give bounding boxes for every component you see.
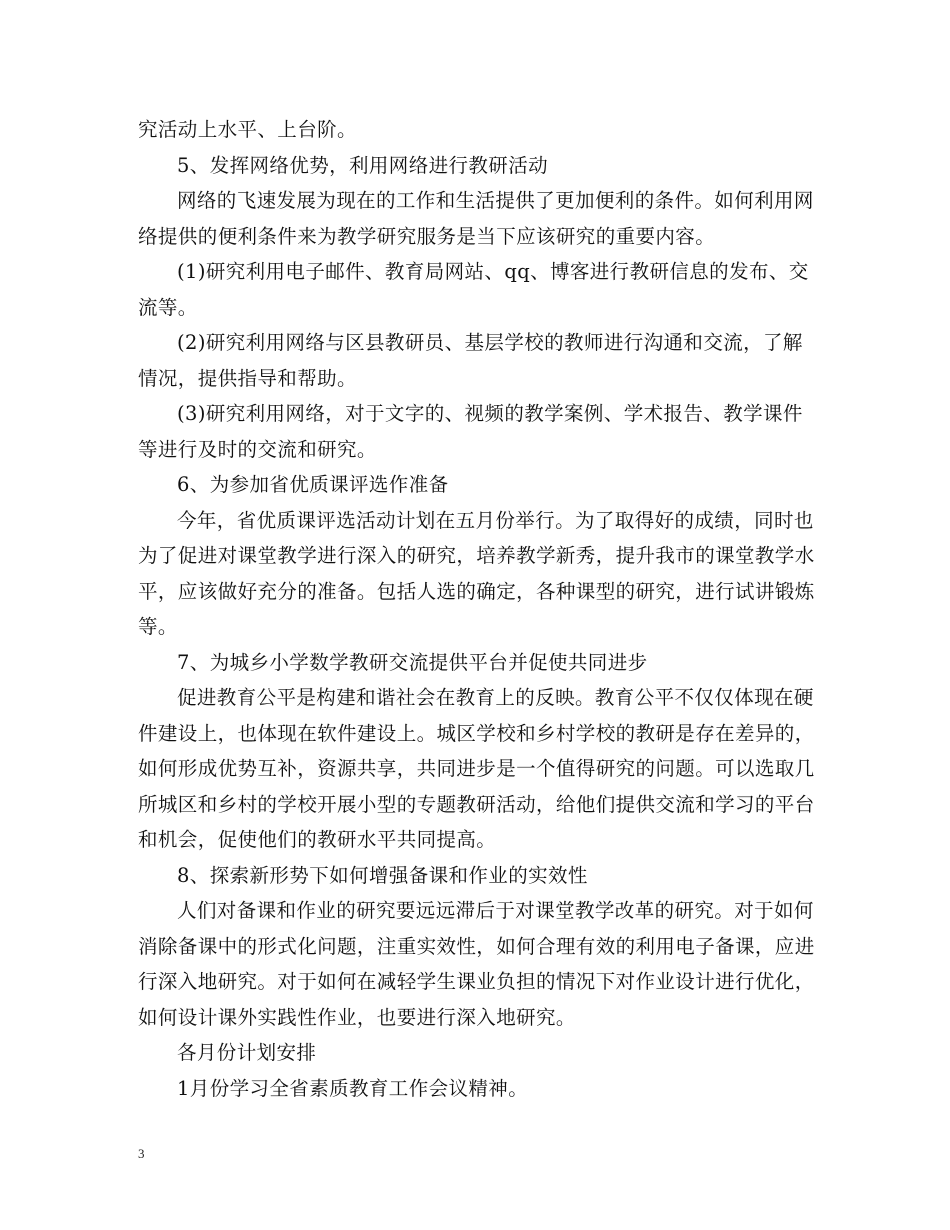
section-heading: 6、为参加省优质课评选作准备 [177,473,449,496]
section-heading: 5、发挥网络优势，利用网络进行教研活动 [177,153,549,177]
section-heading: 各月份计划安排 [177,1041,317,1064]
paragraph: 1月份学习全省素质教育工作会议精神。 [177,1076,529,1100]
paragraph: 网络的飞速发展为现在的工作和生活提供了更加便利的条件。如何利用网络提供的便利条件来为教学研究服务是当下应该研究的重要内容。 [138,189,814,248]
section-heading: 7、为城乡小学数学教研交流提供平台并促使共同进步 [177,650,648,674]
paragraph: 促进教育公平是构建和谐社会在教育上的反映。教育公平不仅仅体现在硬件建设上，也体现在软件建设上。城区学校和乡村学校的教研是存在差异的，如何形成优势互补，资源共享，共同进步是一个值得研究的问题。可以选取几所城区和乡村的学校开展小型的专题教研活动，给他们提供交流和学习的平台和机会，促使他们的教研水平共同提高。 [138,686,815,851]
page-number: 3 [138,1146,145,1161]
list-item: (3)研究利用网络，对于文字的、视频的教学案例、学术报告、教学课件等进行及时的交流和研究。 [138,402,803,461]
paragraph: 人们对备课和作业的研究要远远滞后于对课堂教学改革的研究。对于如何消除备课中的形式化问题，注重实效性，如何合理有效的利用电子备课，应进行深入地研究。对于如何在减轻学生课业负担的情况下对作业设计进行优化，如何设计课外实践性作业，也要进行深入地研究。 [138,899,815,1029]
paragraph: 究活动上水平、上台阶。 [138,118,357,141]
section-heading: 8、探索新形势下如何增强备课和作业的实效性 [177,863,588,887]
document-body [138,112,818,1106]
list-item: (1)研究利用电子邮件、教育局网站、qq、博客进行教研信息的发布、交流等。 [138,260,809,319]
paragraph: 今年，省优质课评选活动计划在五月份举行。为了取得好的成绩，同时也为了促进对课堂教学进行深入的研究，培养教学新秀，提升我市的课堂教学水平，应该做好充分的准备。包括人选的确定，各种课型的研究，进行试讲锻炼等。 [138,508,815,638]
list-item: (2)研究利用网络与区县教研员、基层学校的教师进行沟通和交流，了解情况，提供指导和帮助。 [138,331,803,390]
